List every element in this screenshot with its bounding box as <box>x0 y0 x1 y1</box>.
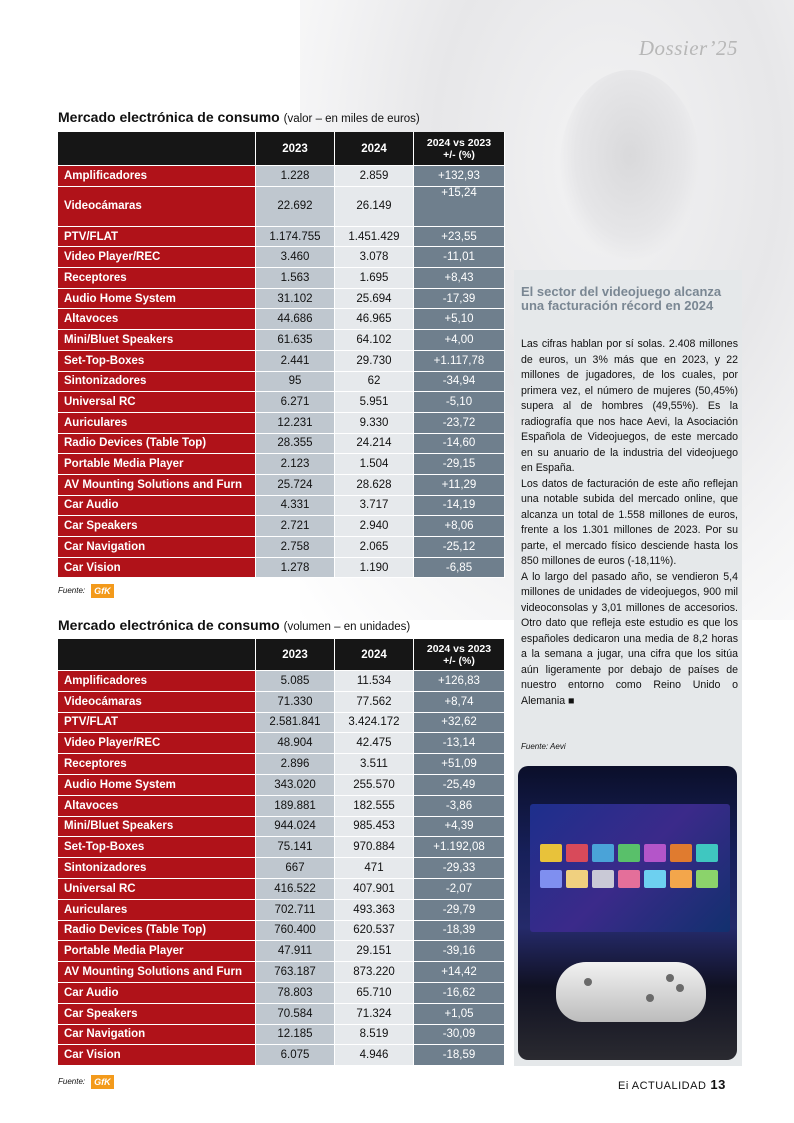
change-cell: -25,49 <box>414 775 505 796</box>
value-2024-cell: 42.475 <box>335 733 414 754</box>
value-2023-cell: 75.141 <box>256 837 335 858</box>
table1-source-label: Fuente: <box>58 586 86 596</box>
value-2024-cell: 26.149 <box>335 187 414 227</box>
change-cell: +14,42 <box>414 962 505 983</box>
category-cell: Car Audio <box>58 496 256 517</box>
table-row <box>58 309 505 330</box>
value-2023-cell: 2.896 <box>256 754 335 775</box>
page-number: 13 <box>710 1077 726 1092</box>
category-cell: Car Vision <box>58 1045 256 1066</box>
value-2023-cell: 343.020 <box>256 775 335 796</box>
value-2023-cell: 31.102 <box>256 289 335 310</box>
value-2023-cell: 2.721 <box>256 516 335 537</box>
value-2024-cell: 620.537 <box>335 921 414 942</box>
change-cell: -18,39 <box>414 921 505 942</box>
change-cell: +4,00 <box>414 330 505 351</box>
value-2023-cell: 2.758 <box>256 537 335 558</box>
category-cell: Car Speakers <box>58 516 256 537</box>
table1-title-main: Mercado electrónica de consumo <box>58 109 280 125</box>
value-2024-cell: 471 <box>335 858 414 879</box>
value-2023-cell: 70.584 <box>256 1004 335 1025</box>
footer-section: Ei ACTUALIDAD <box>618 1080 707 1092</box>
table1-header-2023: 2023 <box>256 132 335 166</box>
table-row <box>58 837 505 858</box>
table1-title <box>58 109 420 125</box>
value-2024-cell: 29.730 <box>335 351 414 372</box>
change-cell: -29,33 <box>414 858 505 879</box>
value-2024-cell: 3.424.172 <box>335 713 414 734</box>
category-cell: Sintonizadores <box>58 858 256 879</box>
table2-header-change-line2: +/- (%) <box>443 654 475 667</box>
controller-stick <box>646 994 654 1002</box>
value-2023-cell: 71.330 <box>256 692 335 713</box>
value-2024-cell: 4.946 <box>335 1045 414 1066</box>
category-cell: Radio Devices (Table Top) <box>58 921 256 942</box>
value-2023-cell: 702.711 <box>256 900 335 921</box>
value-2023-cell: 6.075 <box>256 1045 335 1066</box>
value-2023-cell: 48.904 <box>256 733 335 754</box>
change-cell: -16,62 <box>414 983 505 1004</box>
change-cell: -5,10 <box>414 392 505 413</box>
table-row <box>58 817 505 838</box>
value-2023-cell: 2.581.841 <box>256 713 335 734</box>
table1 <box>58 132 505 578</box>
value-2023-cell: 61.635 <box>256 330 335 351</box>
tv-app-tile <box>618 870 640 888</box>
table-row <box>58 372 505 393</box>
value-2024-cell: 1.504 <box>335 454 414 475</box>
table-row <box>58 796 505 817</box>
table2-header-category <box>58 639 256 671</box>
change-cell: +51,09 <box>414 754 505 775</box>
value-2023-cell: 944.024 <box>256 817 335 838</box>
change-cell: -25,12 <box>414 537 505 558</box>
sidebar-paragraph: A lo largo del pasado año, se vendieron 5,4 millones de unidades de videojuegos, 900 mil videoconsolas y 3,01 millones de accesorios. Otro dato que refleja este estudio es que los españoles dedicaron una media de 8,2 horas a la semana a jugar, una cifra que los sitúa aún ligeramente por debajo de países de nuestro entorno como Reino Unido o Alemania ■ <box>521 570 738 707</box>
tv-screen <box>530 804 730 932</box>
category-cell: Mini/Bluet Speakers <box>58 330 256 351</box>
value-2023-cell: 28.355 <box>256 434 335 455</box>
value-2023-cell: 78.803 <box>256 983 335 1004</box>
value-2024-cell: 64.102 <box>335 330 414 351</box>
category-cell: Car Navigation <box>58 1025 256 1046</box>
value-2023-cell: 47.911 <box>256 941 335 962</box>
value-2023-cell: 1.278 <box>256 558 335 579</box>
category-cell: Videocámaras <box>58 692 256 713</box>
table1-header-category <box>58 132 256 166</box>
change-cell: +8,43 <box>414 268 505 289</box>
value-2024-cell: 1.695 <box>335 268 414 289</box>
tv-app-tile <box>618 844 640 862</box>
table-row <box>58 351 505 372</box>
table-row <box>58 754 505 775</box>
table1-header-change <box>414 132 505 166</box>
change-cell: +32,62 <box>414 713 505 734</box>
tv-app-tile <box>644 870 666 888</box>
table-row <box>58 941 505 962</box>
change-cell: -3,86 <box>414 796 505 817</box>
category-cell: Car Navigation <box>58 537 256 558</box>
table2-header-change <box>414 639 505 671</box>
table-row <box>58 289 505 310</box>
category-cell: PTV/FLAT <box>58 713 256 734</box>
background-photo-silhouette <box>560 70 700 260</box>
category-cell: Car Audio <box>58 983 256 1004</box>
category-cell: Altavoces <box>58 796 256 817</box>
table-row <box>58 247 505 268</box>
table-row <box>58 692 505 713</box>
category-cell: Radio Devices (Table Top) <box>58 434 256 455</box>
table-row <box>58 671 505 692</box>
table2 <box>58 639 505 1066</box>
sidebar-paragraph: Los datos de facturación de este año reflejan una notable subida del mercado online, que alcanza un total de 1.558 millones de euros, frente a los 1.301 millones de 2023. Por su parte, el mercado físico desciende hasta los 850 millones de euros (-18,11%). <box>521 477 738 567</box>
value-2023-cell: 4.331 <box>256 496 335 517</box>
controller-button <box>666 974 674 982</box>
value-2024-cell: 2.940 <box>335 516 414 537</box>
sidebar-source: Fuente: Aevi <box>521 742 566 751</box>
table-row <box>58 268 505 289</box>
change-cell: -30,09 <box>414 1025 505 1046</box>
value-2023-cell: 22.692 <box>256 187 335 227</box>
value-2023-cell: 95 <box>256 372 335 393</box>
category-cell: Video Player/REC <box>58 733 256 754</box>
value-2024-cell: 2.065 <box>335 537 414 558</box>
table-row <box>58 733 505 754</box>
table1-source <box>58 584 114 598</box>
table-row <box>58 983 505 1004</box>
table-row <box>58 858 505 879</box>
category-cell: Mini/Bluet Speakers <box>58 817 256 838</box>
table-row <box>58 434 505 455</box>
value-2024-cell: 25.694 <box>335 289 414 310</box>
tv-app-tile <box>540 870 562 888</box>
change-cell: +8,06 <box>414 516 505 537</box>
table-row <box>58 921 505 942</box>
table-row <box>58 879 505 900</box>
category-cell: AV Mounting Solutions and Furn <box>58 475 256 496</box>
tv-app-tile <box>592 844 614 862</box>
table-row <box>58 187 505 227</box>
sidebar-body <box>521 337 738 709</box>
category-cell: Audio Home System <box>58 289 256 310</box>
value-2024-cell: 985.453 <box>335 817 414 838</box>
table-row <box>58 496 505 517</box>
category-cell: Universal RC <box>58 879 256 900</box>
tv-app-tile <box>644 844 666 862</box>
change-cell: +1.117,78 <box>414 351 505 372</box>
value-2024-cell: 2.859 <box>335 166 414 187</box>
table2-header-2024: 2024 <box>335 639 414 671</box>
change-cell: -39,16 <box>414 941 505 962</box>
sidebar-title: El sector del videojuego alcanza una facturación récord en 2024 <box>521 284 722 313</box>
change-cell: -6,85 <box>414 558 505 579</box>
table1-header-row <box>58 132 505 166</box>
category-cell: Portable Media Player <box>58 941 256 962</box>
change-cell: -13,14 <box>414 733 505 754</box>
change-cell: -18,59 <box>414 1045 505 1066</box>
value-2024-cell: 62 <box>335 372 414 393</box>
table2-header-2023: 2023 <box>256 639 335 671</box>
value-2024-cell: 182.555 <box>335 796 414 817</box>
value-2024-cell: 407.901 <box>335 879 414 900</box>
category-cell: Portable Media Player <box>58 454 256 475</box>
value-2023-cell: 25.724 <box>256 475 335 496</box>
table2-header-change-line1: 2024 vs 2023 <box>426 642 492 655</box>
category-cell: Receptores <box>58 754 256 775</box>
value-2023-cell: 1.563 <box>256 268 335 289</box>
value-2023-cell: 6.271 <box>256 392 335 413</box>
value-2024-cell: 1.190 <box>335 558 414 579</box>
table-row <box>58 775 505 796</box>
change-cell: +8,74 <box>414 692 505 713</box>
table-row <box>58 713 505 734</box>
category-cell: Set-Top-Boxes <box>58 837 256 858</box>
value-2024-cell: 493.363 <box>335 900 414 921</box>
change-cell: +126,83 <box>414 671 505 692</box>
game-controller <box>556 962 706 1022</box>
value-2024-cell: 873.220 <box>335 962 414 983</box>
table1-header-change-line1: 2024 vs 2023 <box>426 136 492 149</box>
table1-header-2024: 2024 <box>335 132 414 166</box>
table2-title <box>58 617 410 633</box>
change-cell: -17,39 <box>414 289 505 310</box>
value-2024-cell: 28.628 <box>335 475 414 496</box>
change-cell: +11,29 <box>414 475 505 496</box>
change-cell: +132,93 <box>414 166 505 187</box>
category-cell: AV Mounting Solutions and Furn <box>58 962 256 983</box>
table-row <box>58 516 505 537</box>
change-cell: +1,05 <box>414 1004 505 1025</box>
category-cell: Sintonizadores <box>58 372 256 393</box>
table2-title-main: Mercado electrónica de consumo <box>58 617 280 633</box>
table-row <box>58 166 505 187</box>
tv-controller-photo <box>518 766 737 1060</box>
category-cell: Universal RC <box>58 392 256 413</box>
table2-header-row <box>58 639 505 671</box>
value-2024-cell: 8.519 <box>335 1025 414 1046</box>
category-cell: Video Player/REC <box>58 247 256 268</box>
table-row <box>58 392 505 413</box>
table1-header-change-line2: +/- (%) <box>443 148 475 161</box>
change-cell: +1.192,08 <box>414 837 505 858</box>
table-row <box>58 1045 505 1066</box>
tv-app-tile <box>670 870 692 888</box>
change-cell: -14,60 <box>414 434 505 455</box>
table-row <box>58 1025 505 1046</box>
tv-app-tile <box>566 844 588 862</box>
table2-subtitle: (volumen – en unidades) <box>283 621 411 633</box>
table2-source-label: Fuente: <box>58 1077 86 1087</box>
controller-button <box>676 984 684 992</box>
value-2023-cell: 416.522 <box>256 879 335 900</box>
value-2024-cell: 65.710 <box>335 983 414 1004</box>
table-row <box>58 1004 505 1025</box>
category-cell: Set-Top-Boxes <box>58 351 256 372</box>
category-cell: Car Vision <box>58 558 256 579</box>
table-row <box>58 558 505 579</box>
value-2023-cell: 12.231 <box>256 413 335 434</box>
table2-source <box>58 1075 114 1089</box>
value-2023-cell: 2.441 <box>256 351 335 372</box>
table-row <box>58 330 505 351</box>
change-cell: -34,94 <box>414 372 505 393</box>
value-2023-cell: 1.228 <box>256 166 335 187</box>
category-cell: Auriculares <box>58 413 256 434</box>
change-cell: -29,15 <box>414 454 505 475</box>
table-row <box>58 475 505 496</box>
change-cell: -11,01 <box>414 247 505 268</box>
category-cell: Auriculares <box>58 900 256 921</box>
value-2023-cell: 12.185 <box>256 1025 335 1046</box>
table-row <box>58 454 505 475</box>
table1-subtitle: (valor – en miles de euros) <box>283 113 420 125</box>
value-2023-cell: 760.400 <box>256 921 335 942</box>
category-cell: Amplificadores <box>58 671 256 692</box>
tv-app-tile <box>566 870 588 888</box>
value-2024-cell: 3.078 <box>335 247 414 268</box>
value-2024-cell: 77.562 <box>335 692 414 713</box>
gfk-logo: GfK <box>91 1075 114 1089</box>
sidebar-paragraph: Las cifras hablan por sí solas. 2.408 millones de euros, un 3% más que en 2023, y 22 millones de jugadores, de los cuales, por primera vez, el número de mujeres (50,45%) supera al de hombres (49,55%). Es la radiografía que nos hace Aevi, la Asociación Española de Videojuegos, de este mercado en su anuario de la industria del videojuego en España. <box>521 338 738 474</box>
change-cell: +5,10 <box>414 309 505 330</box>
page-footer <box>618 1077 726 1092</box>
value-2024-cell: 71.324 <box>335 1004 414 1025</box>
category-cell: Receptores <box>58 268 256 289</box>
tv-app-tile <box>696 844 718 862</box>
value-2024-cell: 11.534 <box>335 671 414 692</box>
tv-app-tile <box>696 870 718 888</box>
value-2024-cell: 970.884 <box>335 837 414 858</box>
value-2023-cell: 1.174.755 <box>256 227 335 248</box>
category-cell: PTV/FLAT <box>58 227 256 248</box>
change-cell: -23,72 <box>414 413 505 434</box>
change-cell: -29,79 <box>414 900 505 921</box>
value-2024-cell: 3.717 <box>335 496 414 517</box>
category-cell: Audio Home System <box>58 775 256 796</box>
change-cell: +23,55 <box>414 227 505 248</box>
category-cell: Videocámaras <box>58 187 256 227</box>
value-2024-cell: 255.570 <box>335 775 414 796</box>
change-cell: +4,39 <box>414 817 505 838</box>
gfk-logo: GfK <box>91 584 114 598</box>
table-row <box>58 537 505 558</box>
value-2023-cell: 763.187 <box>256 962 335 983</box>
change-cell: +15,24 <box>414 187 505 227</box>
table-row <box>58 962 505 983</box>
table-row <box>58 900 505 921</box>
table-row <box>58 413 505 434</box>
value-2023-cell: 5.085 <box>256 671 335 692</box>
value-2024-cell: 9.330 <box>335 413 414 434</box>
dossier-label: Dossier’25 <box>638 36 738 60</box>
value-2024-cell: 46.965 <box>335 309 414 330</box>
change-cell: -14,19 <box>414 496 505 517</box>
tv-app-tile <box>670 844 692 862</box>
category-cell: Car Speakers <box>58 1004 256 1025</box>
value-2023-cell: 2.123 <box>256 454 335 475</box>
value-2024-cell: 3.511 <box>335 754 414 775</box>
value-2023-cell: 667 <box>256 858 335 879</box>
value-2024-cell: 29.151 <box>335 941 414 962</box>
controller-stick <box>584 978 592 986</box>
value-2024-cell: 5.951 <box>335 392 414 413</box>
value-2024-cell: 1.451.429 <box>335 227 414 248</box>
value-2023-cell: 3.460 <box>256 247 335 268</box>
category-cell: Amplificadores <box>58 166 256 187</box>
value-2023-cell: 44.686 <box>256 309 335 330</box>
change-cell: -2,07 <box>414 879 505 900</box>
value-2023-cell: 189.881 <box>256 796 335 817</box>
value-2024-cell: 24.214 <box>335 434 414 455</box>
table-row <box>58 227 505 248</box>
tv-app-tile <box>592 870 614 888</box>
category-cell: Altavoces <box>58 309 256 330</box>
tv-app-tile <box>540 844 562 862</box>
